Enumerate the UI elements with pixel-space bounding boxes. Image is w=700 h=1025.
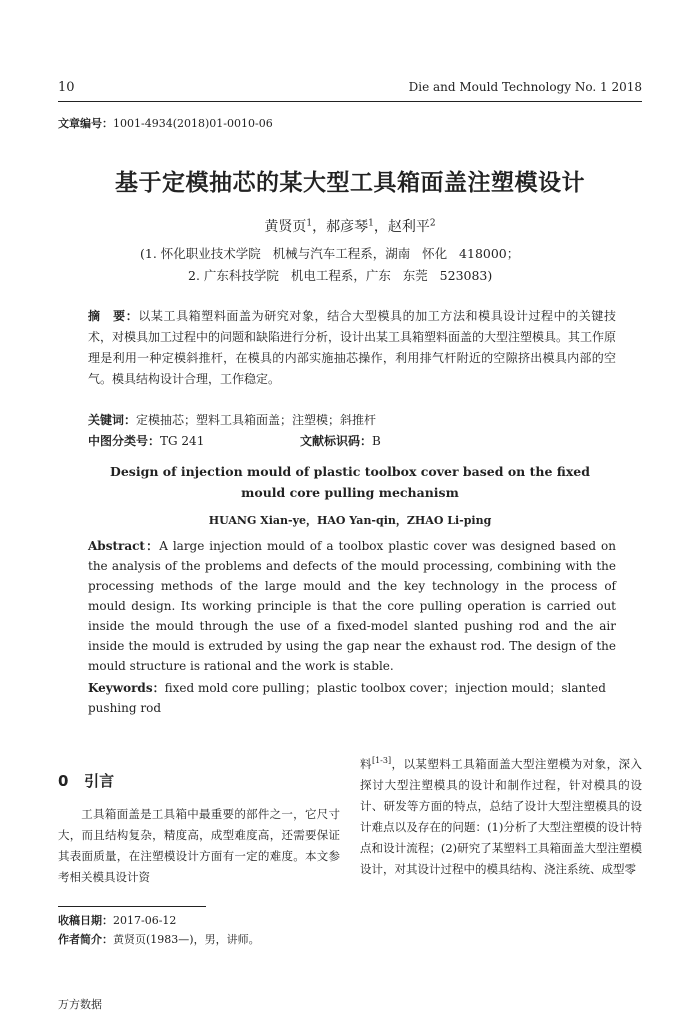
author-1-aff: 1 [306, 218, 313, 229]
keywords-en-label: Keywords： [88, 681, 165, 695]
classification-value: TG 241 [160, 434, 205, 448]
keywords-cn-label: 关键词： [88, 413, 137, 427]
body-left-text: 工具箱面盖是工具箱中最重要的部件之一，它尺寸大，而且结构复杂，精度高，成型难度高，还需要保证其表面质量，在注塑模设计方面有一定的难度。本文参考相关模具设计资 [58, 807, 340, 884]
section-title: 引言 [84, 772, 115, 790]
source-watermark: 万方数据 [58, 998, 102, 1011]
article-number-value: 1001-4934(2018)01-0010-06 [113, 117, 273, 130]
keywords-cn [88, 411, 376, 428]
document-code-value: B [372, 434, 381, 448]
author-bio-label: 作者简介： [58, 933, 113, 946]
document-code [300, 432, 381, 449]
section-heading [58, 770, 114, 791]
keywords-en-text: fixed mold core pulling；plastic toolbox cover；injection mould；slanted pushing rod [88, 681, 606, 715]
classification [88, 432, 204, 449]
header-divider [58, 101, 642, 102]
citation: [1-3] [371, 756, 392, 765]
body-right-text: ，以某塑料工具箱面盖大型注塑模为对象，深入探讨大型注塑模具的设计和制作过程，针对模具的设计、研发等方面的特点，总结了设计大型注塑模具的设计难点以及存在的问题：(1)分析了大型注塑模的设计特点和设计流程；(2)研究了某塑料工具箱面盖大型注塑模设计，对其设计过程中的模具结构、浇注系统、成型零 [360, 756, 643, 876]
author-2-aff: 1 [368, 218, 374, 229]
abstract-en-text: A large injection mould of a toolbox plastic cover was designed based on the analysis of the problems and defects of the mould processing, combining with the processing methods of the large mould and the key technology in the process of mould design. Its working principle is that the core pulling operation is carried out inside the mould through the use of a fixed-model slanted pushing rod and the air inside the mould is extruded by using the gap near the exhaust rod. The design of the mould structure is rational and the work is stable. [88, 539, 616, 673]
received-date: 2017-06-12 [113, 914, 177, 927]
title-en: Design of injection mould of plastic toolbox cover based on the fixed mould core pulling mechanism [110, 464, 590, 500]
author-2: 郝彦琴 [326, 219, 369, 235]
body-column-right [360, 750, 642, 880]
authors-en: HUANG Xian-ye，HAO Yan-qin，ZHAO Li-ping [208, 514, 492, 527]
author-1: 黄贤页 [264, 219, 307, 235]
document-code-label: 文献标识码： [300, 434, 373, 448]
keywords-en [88, 678, 616, 718]
author-3-aff: 2 [429, 218, 436, 229]
keywords-cn-text: 定模抽芯；塑料工具箱面盖；注塑模；斜推杆 [136, 413, 377, 427]
article-number [58, 115, 273, 131]
author-bio: 黄贤页(1983—)，男，讲师。 [113, 933, 260, 946]
received-label: 收稿日期： [58, 914, 113, 927]
author-3: 赵利平 [387, 219, 430, 235]
abstract-en [88, 536, 616, 676]
title-cn: 基于定模抽芯的某大型工具箱面盖注塑模设计 [115, 170, 585, 196]
body-column-left [58, 804, 340, 888]
footnote-author [58, 931, 260, 947]
affiliation-2: 2. 广东科技学院 机电工程系，广东 东莞 523083) [188, 268, 493, 283]
journal-header: Die and Mould Technology No. 1 2018 [408, 80, 642, 94]
footnote-received [58, 912, 176, 928]
author-sep: ， [312, 219, 327, 235]
classification-label: 中图分类号： [88, 434, 161, 448]
page-number: 10 [58, 80, 75, 95]
footnote-divider [58, 906, 206, 907]
authors-cn [0, 216, 700, 236]
abstract-cn-text: 以某工具箱塑料面盖为研究对象，结合大型模具的加工方法和模具设计过程中的关键技术，对模具加工过程中的问题和缺陷进行分析，设计出某工具箱塑料面盖的大型注塑模具。其工作原理是利用一种定模斜推杆，在模具的内部实施抽芯操作，利用排气杆附近的空隙挤出模具内部的空气。模具结构设计合理，工作稳定。 [88, 309, 617, 386]
abstract-en-label: Abstract： [88, 539, 160, 553]
abstract-cn [88, 306, 616, 390]
article-number-label: 文章编号： [58, 117, 113, 130]
body-right-start: 料 [360, 756, 372, 771]
section-number: 0 [58, 772, 69, 790]
affiliations [140, 243, 519, 287]
author-sep: ， [373, 219, 388, 235]
affiliation-1: (1. 怀化职业技术学院 机械与汽车工程系，湖南 怀化 418000； [140, 246, 520, 261]
abstract-cn-label: 摘 要： [88, 309, 139, 323]
